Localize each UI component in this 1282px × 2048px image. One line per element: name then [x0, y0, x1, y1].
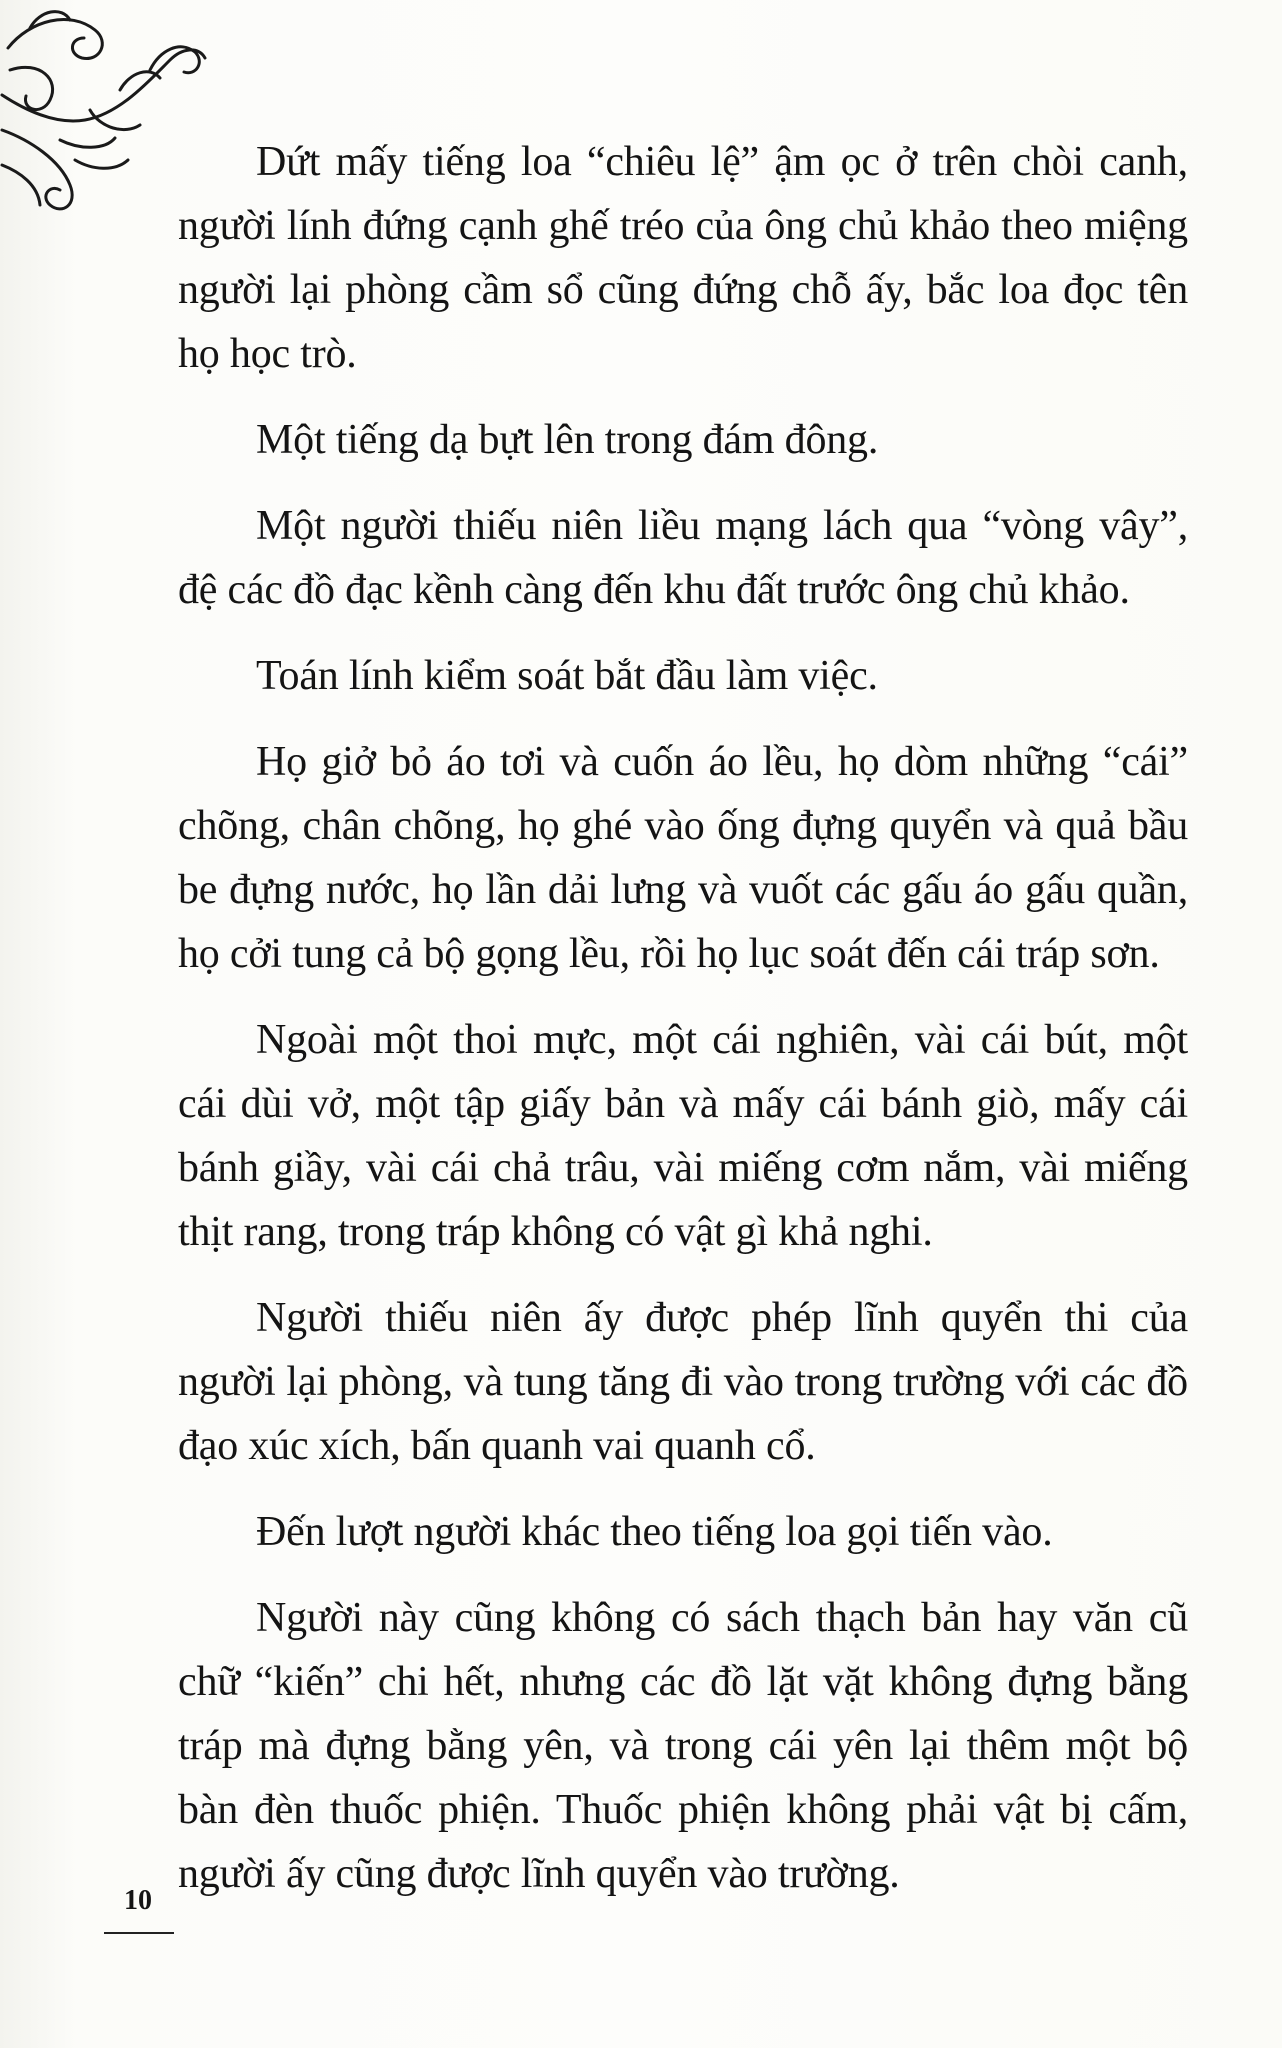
paragraph-7: Người thiếu niên ấy được phép lĩnh quyển thi của người lại phòng, và tung tăng đi vào trong trường với các đồ đạo xúc xích, bấn quanh vai quanh cổ. [178, 1295, 1188, 1469]
paragraph-6: Ngoài một thoi mực, một cái nghiên, vài cái bút, một cái dùi vở, một tập giấy bản và mấy cái bánh giò, mấy cái bánh giầy, vài cái chả trâu, vài miếng cơm nắm, vài miếng thịt rang, trong tráp không có vật gì khả nghi. [178, 1017, 1188, 1255]
paragraph-8: Đến lượt người khác theo tiếng loa gọi tiến vào. [256, 1509, 1053, 1555]
paragraph-2: Một tiếng dạ bựt lên trong đám đông. [256, 417, 879, 463]
paragraph-9: Người này cũng không có sách thạch bản hay văn cũ chữ “kiến” chi hết, nhưng các đồ lặt vặt không đựng bằng tráp mà đựng bằng yên, và trong cái yên lại thêm một bộ bàn đèn thuốc phiện. Thuốc phiện không phải vật bị cấm, người ấy cũng được lĩnh quyển vào trường. [178, 1595, 1188, 1897]
paragraph-5: Họ giở bỏ áo tơi và cuốn áo lều, họ dòm những “cái” chõng, chân chõng, họ ghé vào ống đựng quyển và quả bầu be đựng nước, họ lần dải lưng và vuốt các gấu áo gấu quần, họ cởi tung cả bộ gọng lều, rồi họ lục soát đến cái tráp sơn. [178, 739, 1188, 977]
page-number-rule [104, 1932, 174, 1934]
paragraph-1: Dứt mấy tiếng loa “chiêu lệ” ậm ọc ở trên chòi canh, người lính đứng cạnh ghế tréo của ông chủ khảo theo miệng người lại phòng cầm sổ cũng đứng chỗ ấy, bắc loa đọc tên họ học trò. [178, 139, 1188, 377]
paragraph-4: Toán lính kiểm soát bắt đầu làm việc. [256, 653, 878, 699]
body-text [178, 130, 1188, 1928]
paragraph-3: Một người thiếu niên liều mạng lách qua “vòng vây”, đệ các đồ đạc kềnh càng đến khu đất trước ông chủ khảo. [178, 503, 1188, 613]
page-number: 10 [124, 1885, 152, 1916]
